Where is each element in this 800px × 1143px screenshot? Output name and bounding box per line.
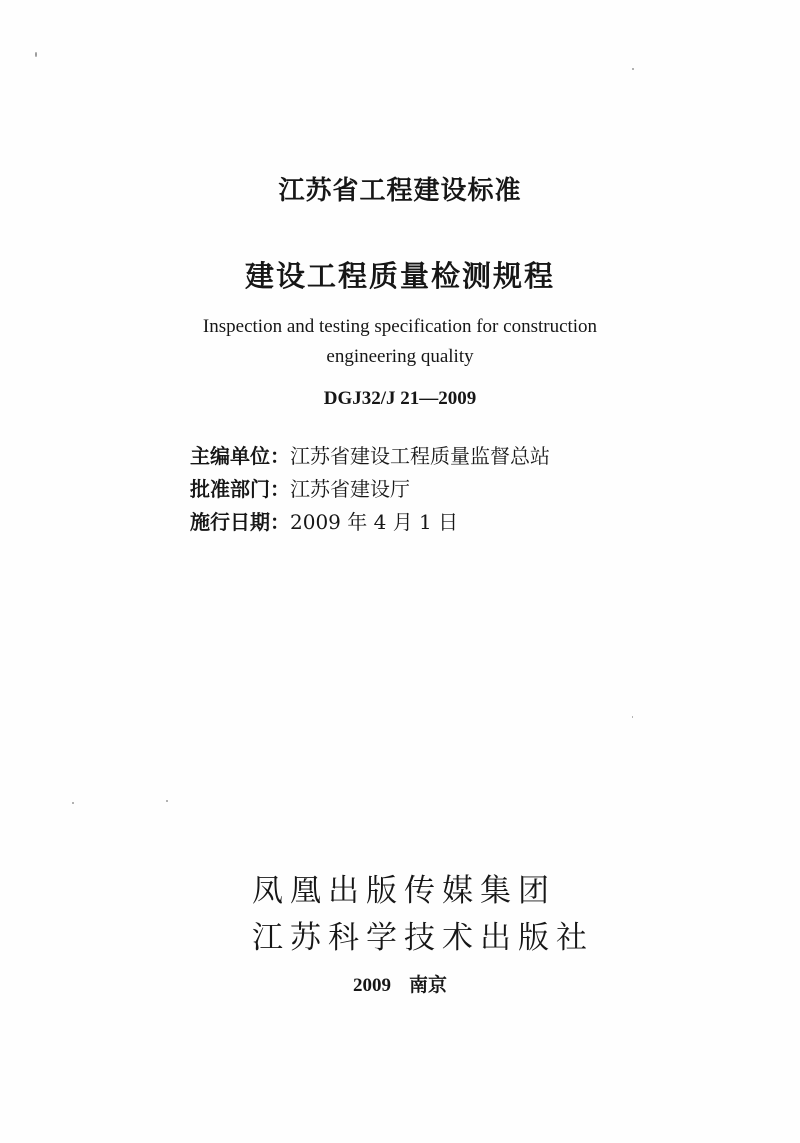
editor-label: 主编单位： bbox=[190, 444, 290, 468]
approver-label: 批准部门： bbox=[190, 477, 290, 501]
imprint bbox=[0, 970, 800, 997]
scan-speck bbox=[632, 68, 634, 70]
publisher-group: 凤凰出版传媒集团 bbox=[252, 873, 556, 909]
publisher-name: 江苏科学技术出版社 bbox=[252, 920, 594, 956]
standard-title-english bbox=[0, 312, 800, 372]
series-title: 江苏省工程建设标准 bbox=[278, 176, 522, 206]
english-title-line-2: engineering quality bbox=[326, 346, 474, 367]
approver-value: 江苏省建设厅 bbox=[290, 477, 410, 501]
publication-city: 南京 bbox=[408, 974, 447, 996]
editor-row bbox=[190, 440, 550, 469]
editor-value: 江苏省建设工程质量监督总站 bbox=[290, 444, 550, 468]
scan-speck bbox=[35, 52, 37, 57]
scan-speck bbox=[72, 802, 74, 804]
publication-year: 2009 bbox=[352, 975, 391, 996]
standard-code: DGJ32/J 21—2009 bbox=[323, 388, 477, 409]
english-title-line-1: Inspection and testing specification for construction bbox=[202, 316, 598, 337]
effective-date-row bbox=[190, 506, 458, 535]
effective-date-value: 2009 年 4 月 1 日 bbox=[290, 510, 459, 534]
standard-title-chinese: 建设工程质量检测规程 bbox=[244, 259, 555, 293]
scan-speck bbox=[166, 800, 168, 802]
scan-speck bbox=[632, 716, 633, 718]
approver-row bbox=[190, 473, 410, 502]
effective-date-label: 施行日期： bbox=[190, 510, 290, 534]
